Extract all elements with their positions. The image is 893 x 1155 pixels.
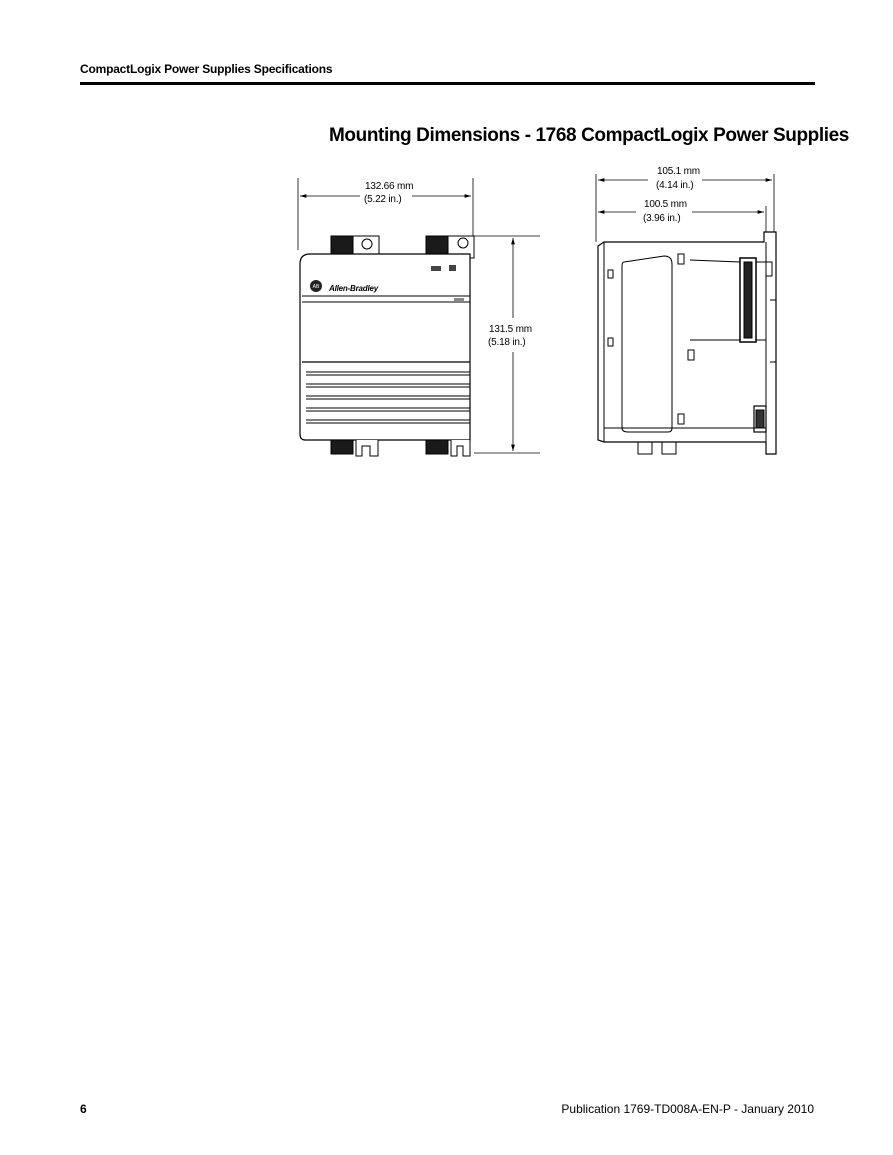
side-view [596,174,776,454]
front-width-mm-label: 132.66 mm [365,181,414,192]
front-view [298,178,540,456]
side-depth-total-in-label: (4.14 in.) [656,180,694,191]
front-height-in-label: (5.18 in.) [488,337,526,348]
running-header: CompactLogix Power Supplies Specifications [80,62,333,76]
side-depth-body-in-label: (3.96 in.) [643,213,681,224]
publication-info: Publication 1769-TD008A-EN-P - January 2010 [561,1102,814,1116]
svg-text:AB: AB [312,284,320,290]
side-depth-body-mm-label: 100.5 mm [644,199,687,210]
section-title: Mounting Dimensions - 1768 CompactLogix Power Supplies [329,125,849,146]
brand-logo-text: Allen-Bradley [329,284,378,293]
front-height-mm-label: 131.5 mm [489,324,532,335]
front-width-in-label: (5.22 in.) [364,194,402,205]
side-depth-total-mm-label: 105.1 mm [657,166,700,177]
page-number: 6 [80,1102,87,1116]
